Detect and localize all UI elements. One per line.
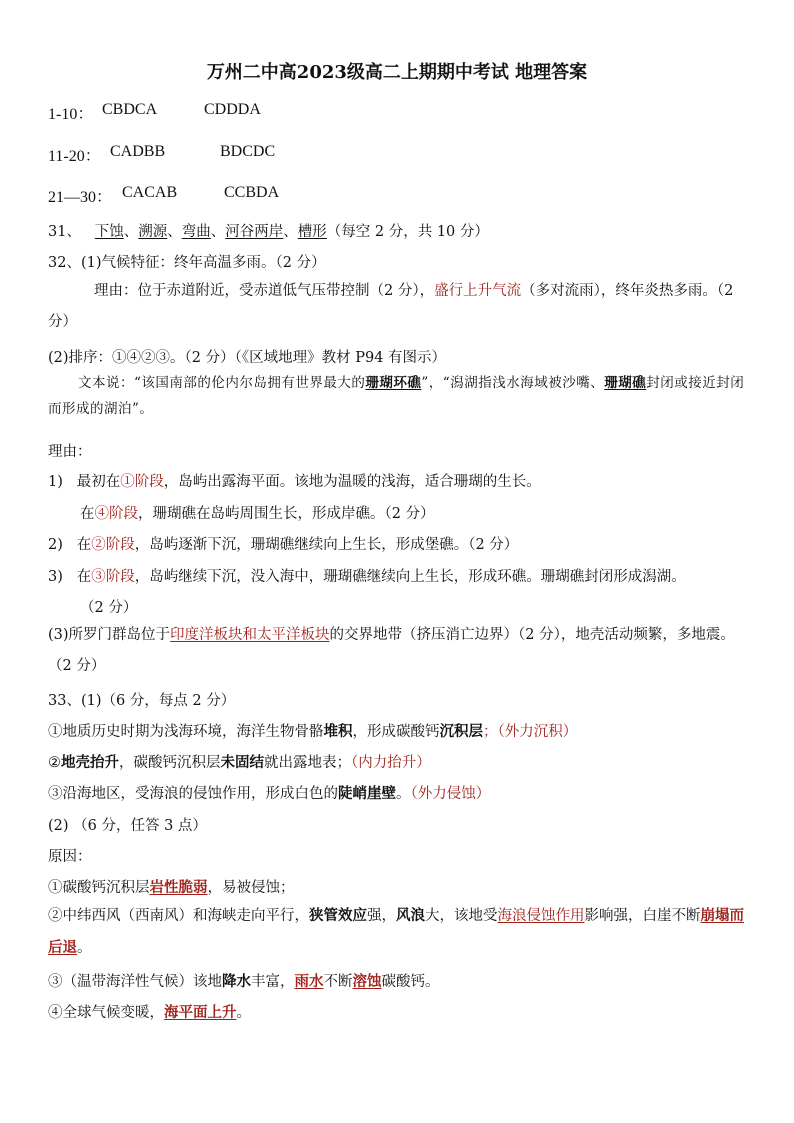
note-text: 文本说：“该国南部的伦内尔岛拥有世界最大的 xyxy=(78,375,366,391)
step-text: 在 xyxy=(76,569,92,585)
note-highlight: 珊瑚环礁 xyxy=(365,375,422,391)
q33-cause-4 xyxy=(48,1001,251,1022)
cause-text: 影响强，白崖不断 xyxy=(584,908,701,924)
q31-answer: 31、 下蚀、溯源、弯曲、河谷两岸、槽形（每空 2 分，共 10 分） xyxy=(48,224,489,240)
step-number: 3) xyxy=(48,569,63,585)
cause-text: ①碳酸钙沉积层 xyxy=(48,880,150,896)
step-text: 最初在 xyxy=(76,474,121,490)
q33-cause-3 xyxy=(48,970,440,991)
step-text: 在 xyxy=(76,537,92,553)
q33-cause-2 xyxy=(48,900,748,964)
point-text: ，碳酸钙沉积层 xyxy=(119,755,221,771)
keyword: 海平面上升 xyxy=(164,1004,237,1021)
page-title: 万州二中高2023级高二上期期中考试 地理答案 xyxy=(206,62,588,83)
q32-step-2 xyxy=(48,533,518,554)
q31-word: 槽形 xyxy=(297,224,327,240)
step-text: ，岛屿出露海平面。该地为温暖的浅海，适合珊瑚的生长。 xyxy=(163,474,541,490)
note-highlight: 珊瑚礁 xyxy=(604,375,647,391)
stage-label: ①阶段 xyxy=(120,474,164,490)
q32-part3-text: (3)所罗门群岛位于 xyxy=(48,627,171,643)
keyword: 崩塌而后退 xyxy=(48,907,744,956)
q32-part1: 32、(1)气候特征：终年高温多雨。（2 分） xyxy=(48,255,326,271)
q31-word: 河谷两岸 xyxy=(225,224,284,240)
point-text: 就出露地表； xyxy=(264,755,351,771)
q32-reason-tail: （多对流雨），终年炎热多雨。（2 分） xyxy=(48,283,734,330)
q32-part2: (2)排序：①④②③。（2 分）（《区域地理》教材 P94 有图示） xyxy=(48,350,447,366)
q33-point-3 xyxy=(48,782,490,803)
q31-number: 31、 xyxy=(48,224,81,240)
step-text: ，岛屿逐渐下沉，珊瑚礁继续向上生长，形成堡礁。（2 分） xyxy=(134,537,519,553)
cause-text: 。 xyxy=(236,1005,251,1021)
keyword: 未固结 xyxy=(220,754,264,771)
q33-cause-1 xyxy=(48,876,295,897)
cause-text: ③（温带海洋性气候）该地 xyxy=(48,974,222,990)
q32-step-3 xyxy=(48,565,686,586)
keyword: 风浪 xyxy=(396,907,425,924)
keyword: 地壳抬升 xyxy=(61,754,119,771)
q31-score-note: （每空 2 分，共 10 分） xyxy=(326,224,489,240)
cause-text: 碳酸钙。 xyxy=(381,974,440,990)
point-text: 。 xyxy=(396,786,411,802)
keyword: 狭管效应 xyxy=(309,907,367,924)
note-text: ”，“潟湖指浅水海域被沙嘴、 xyxy=(421,375,605,391)
q32-step-3-score: （2 分） xyxy=(80,600,138,616)
process-note: （内力抬升） xyxy=(351,755,431,771)
keyword: 海浪侵蚀作用 xyxy=(497,908,585,924)
plate-names: 印度洋板块和太平洋板块 xyxy=(170,627,330,643)
cause-text: ④全球气候变暖， xyxy=(48,1005,164,1021)
mc-range: 11-20： xyxy=(48,148,101,165)
q33-cause-label: 原因： xyxy=(48,849,92,865)
q32-part3 xyxy=(48,620,748,682)
q32-key-phrase: 盛行上升气流 xyxy=(434,283,522,299)
q32-reason-text: 理由：位于赤道附近，受赤道低气压带控制（2 分）， xyxy=(94,283,435,299)
cause-text: 强， xyxy=(367,908,396,924)
stage-label: ②阶段 xyxy=(91,537,135,553)
q32-part3-text: 的交界地带（挤压消亡边界）（2 分），地壳活动频繁，多地震。（2 分） xyxy=(48,627,735,674)
q32-reason-paragraph xyxy=(48,276,748,338)
note-text: 封闭或接近封闭而形成的湖泊”。 xyxy=(48,375,745,417)
point-text: ② xyxy=(48,755,61,771)
keyword: 陡峭崖壁 xyxy=(338,785,396,802)
cause-text: ，易被侵蚀； xyxy=(207,880,295,896)
q32-textbook-note xyxy=(48,370,754,422)
mc-answers-a: CADBB xyxy=(110,143,166,160)
cause-text: 大，该地受 xyxy=(425,908,498,924)
step-text: ，珊瑚礁在岛屿周围生长，形成岸礁。（2 分） xyxy=(138,506,435,522)
step-number: 1) xyxy=(48,474,63,490)
cause-text: 不断 xyxy=(323,974,353,990)
stage-label: ④阶段 xyxy=(94,506,138,522)
stage-label: ③阶段 xyxy=(91,569,135,585)
q33-part2: (2) （6 分，任答 3 点） xyxy=(48,818,207,834)
keyword: 雨水 xyxy=(294,973,324,990)
keyword: 溶蚀 xyxy=(352,973,382,990)
point-text: ①地质历史时期为浅海环境，海洋生物骨骼 xyxy=(48,724,324,740)
mc-range: 1-10： xyxy=(48,106,94,123)
step-number: 2) xyxy=(48,537,63,553)
keyword: 堆积 xyxy=(323,723,353,740)
q32-reason-label: 理由： xyxy=(48,444,92,460)
keyword: 岩性脆弱 xyxy=(149,879,208,896)
mc-answers-b: BDCDC xyxy=(220,143,276,160)
q31-word: 溯源 xyxy=(138,224,168,240)
mc-answers-b: CCBDA xyxy=(224,184,280,201)
q33-part1: 33、(1)（6 分，每点 2 分） xyxy=(48,693,236,709)
keyword: 沉积层 xyxy=(439,723,483,740)
point-text: ③沿海地区，受海浪的侵蚀作用，形成白色的 xyxy=(48,786,338,802)
cause-text: 。 xyxy=(77,940,92,956)
q32-step-1b xyxy=(80,502,435,523)
mc-answers-a: CBDCA xyxy=(102,101,158,118)
cause-text: 丰富， xyxy=(251,974,295,990)
mc-range: 21—30： xyxy=(48,189,113,206)
point-text: ，形成碳酸钙 xyxy=(352,724,440,740)
mc-answers-b: CDDDA xyxy=(204,101,261,118)
q31-word: 下蚀 xyxy=(94,224,124,240)
q32-step-1 xyxy=(48,470,541,491)
cause-text: ②中纬西风（西南风）和海峡走向平行， xyxy=(48,908,309,924)
step-text: 在 xyxy=(80,506,95,522)
keyword: 降水 xyxy=(222,973,251,990)
mc-answers-a: CACAB xyxy=(122,184,178,201)
step-text: ，岛屿继续下沉，没入海中，珊瑚礁继续向上生长，形成环礁。珊瑚礁封闭形成潟湖。 xyxy=(134,569,686,585)
process-note: （外力侵蚀） xyxy=(410,786,491,802)
q31-word: 弯曲 xyxy=(181,224,211,240)
process-note: ；（外力沉积） xyxy=(483,724,578,740)
q33-point-1 xyxy=(48,720,577,741)
q33-point-2 xyxy=(48,751,431,772)
